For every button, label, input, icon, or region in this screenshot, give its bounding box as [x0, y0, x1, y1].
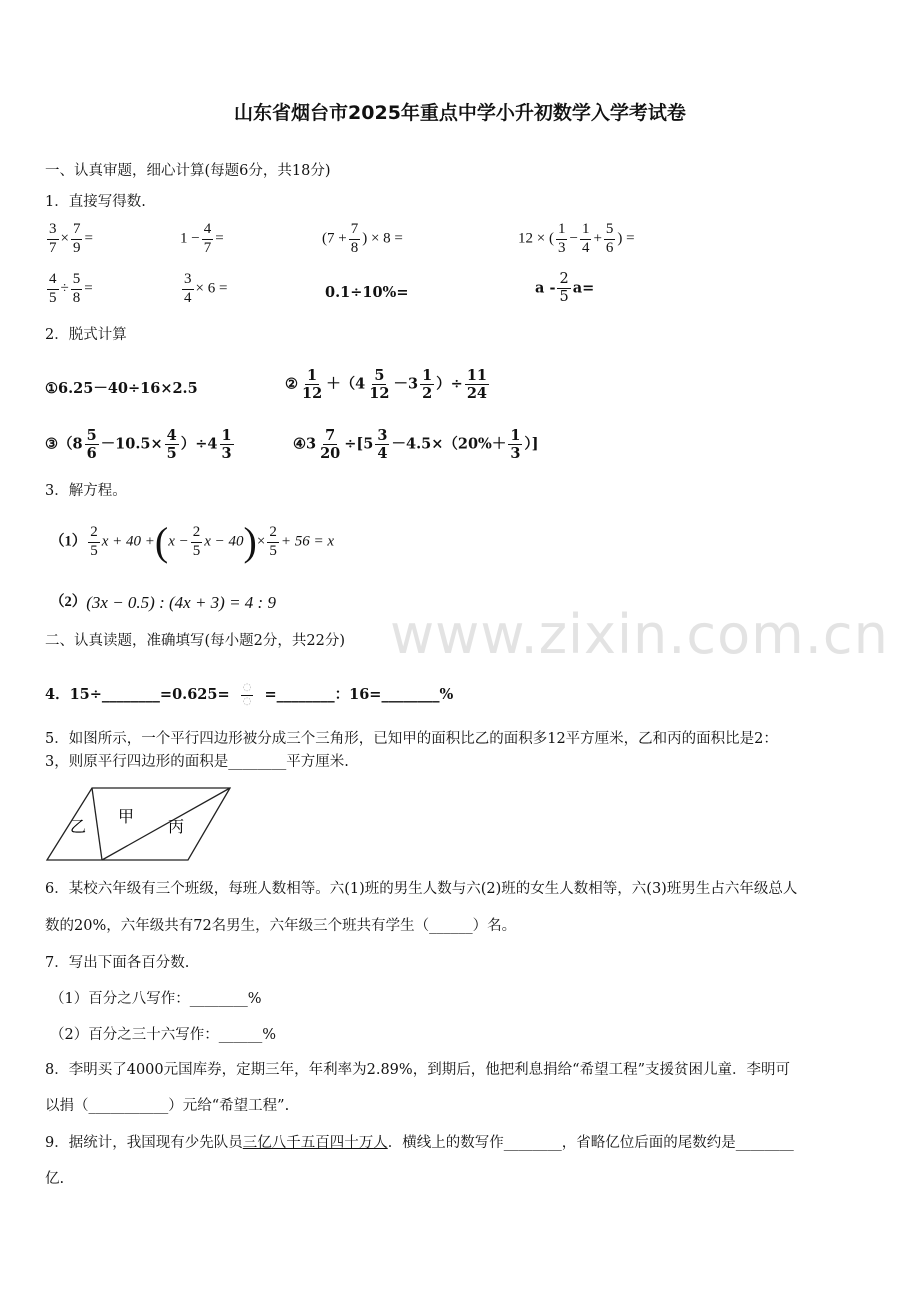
q5-line-2: 3，则原平行四边形的面积是________平方厘米. [45, 754, 349, 770]
divider-line-1 [92, 788, 102, 860]
q3-equation-1: （1） $\frac{2}{5}$ x + 40 +(x − $\frac{2}{5}$ x − 40)× $\frac{2}{5}$ + 56 = x [50, 519, 334, 564]
q9-line-2: 亿. [45, 1171, 65, 1187]
q1-label: 1．直接写得数. [45, 194, 146, 210]
q2-expr-1: ①6.25－40÷16×2.5 [45, 380, 198, 397]
q1-item-6: $\frac{3}{4}$ × 6 = [184, 271, 228, 306]
q4-text: 4．15÷________=0.625= $\frac{◌}{◌}$ =________：16=________% [45, 682, 454, 707]
q6-line-2: 数的20%，六年级共有72名男生，六年级三个班共有学生（______）名。 [45, 918, 517, 934]
q7-item-2: （2）百分之三十六写作：______% [50, 1027, 277, 1043]
q8-line-1: 8．李明买了4000元国库券，定期三年，年利率为2.89%，到期后，他把利息捐给“希望工程”支援贫困儿童．李明可 [45, 1062, 791, 1078]
section1-heading: 一、认真审题，细心计算(每题6分，共18分) [45, 163, 331, 179]
label-jia: 甲 [118, 807, 135, 826]
watermark: www.zixin.com.cn [390, 603, 889, 666]
q8-line-2: 以捐（___________）元给“希望工程”. [45, 1098, 290, 1114]
q1-item-4: 12 × ( $\frac{1}{3}$ − $\frac{1}{4}$ + $\frac{5}{6}$ ) = [518, 221, 635, 256]
q3-label: 3．解方程。 [45, 483, 127, 499]
q1-item-3: (7 + $\frac{7}{8}$ ) × 8 = [322, 221, 403, 256]
q2-expr-2: ② $\frac{1}{12}$ ＋（4 $\frac{5}{12}$ －3 $\frac{1}{2}$ ）÷ $\frac{11}{24}$ [285, 367, 487, 403]
q9-underlined-number: 三亿八千五百四十万人 [242, 1135, 388, 1151]
q2-expr-4: ④3 $\frac{7}{20}$ ÷[5 $\frac{3}{4}$ －4.5×（20%＋ $\frac{1}{3}$ ）] [293, 427, 539, 463]
q1-item-2: 1 − $\frac{4}{7}$ = [180, 221, 224, 256]
q1-item-1: $\frac{3}{7}$ × $\frac{7}{9}$ = [49, 221, 93, 256]
q1-item-8: a - $\frac{2}{5}$ a= [535, 271, 595, 306]
label-yi: 乙 [70, 817, 87, 836]
q9-line-1: 9．据统计，我国现有少先队员三亿八千五百四十万人．横线上的数写作________，省略亿位后面的尾数约是________ [45, 1135, 794, 1151]
q7-item-1: （1）百分之八写作：________% [50, 991, 262, 1007]
label-bing: 丙 [168, 817, 185, 836]
q6-line-1: 6．某校六年级有三个班级，每班人数相等。六(1)班的男生人数与六(2)班的女生人数相等，六(3)班男生占六年级总人 [45, 881, 798, 897]
blank-fraction-icon: $\frac{◌}{◌}$ [242, 682, 252, 707]
q3-equation-2: （2）(3x − 0.5) : (4x + 3) = 4 : 9 [50, 593, 276, 612]
q7-label: 7．写出下面各百分数. [45, 955, 190, 971]
q2-expr-3: ③（8 $\frac{5}{6}$ －10.5× $\frac{4}{5}$ ）÷4 $\frac{1}{3}$ [45, 427, 232, 463]
q5-line-1: 5．如图所示，一个平行四边形被分成三个三角形，已知甲的面积比乙的面积多12平方厘米，乙和丙的面积比是2： [45, 731, 778, 747]
q1-item-7: 0.1÷10%= [325, 284, 409, 301]
parallelogram-figure [40, 778, 240, 868]
page-title: 山东省烟台市2025年重点中学小升初数学入学考试卷 [234, 102, 686, 124]
q1-item-5: $\frac{4}{5}$ ÷ $\frac{5}{8}$ = [49, 271, 93, 306]
section2-heading: 二、认真读题，准确填写(每小题2分，共22分) [45, 633, 345, 649]
q2-label: 2．脱式计算 [45, 327, 127, 343]
